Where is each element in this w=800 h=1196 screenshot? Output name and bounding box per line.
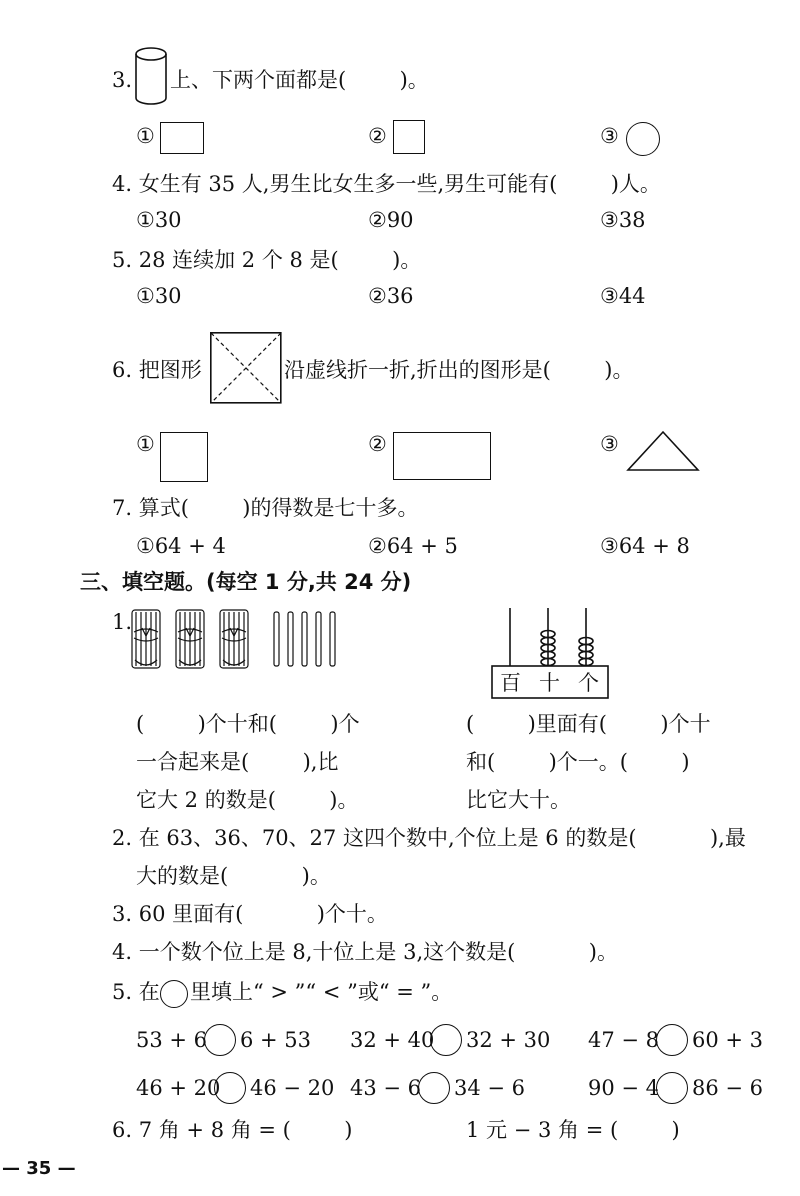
fill-5-suffix: 里填上“ > ”“ < ”或“ = ”。	[190, 980, 453, 1004]
fill-1-right-line-2: 和( )个一。( )	[466, 750, 690, 774]
comparison-circle-blank[interactable]	[656, 1024, 688, 1056]
q3-number: 3.	[112, 68, 133, 92]
page-number: — 35 —	[2, 1158, 76, 1179]
comparison-row1-2-left: 32 + 40	[350, 1028, 435, 1052]
comparison-row2-3-right: 86 − 6	[692, 1076, 764, 1100]
triangle-option-shape	[626, 430, 700, 472]
q7-option-1: ①64 + 4	[136, 534, 226, 558]
comparison-row2-3-left: 90 − 4	[588, 1076, 660, 1100]
comparison-circle-blank[interactable]	[418, 1072, 450, 1104]
cylinder-icon	[134, 46, 168, 108]
abacus-label-hundreds: 百	[500, 671, 521, 695]
square-option-shape	[393, 120, 425, 154]
q6-suffix: 沿虚线折一折,折出的图形是( )。	[284, 358, 634, 382]
comparison-row1-1-right: 6 + 53	[240, 1028, 312, 1052]
comparison-row1-1-left: 53 + 6	[136, 1028, 208, 1052]
comparison-circle-blank[interactable]	[214, 1072, 246, 1104]
abacus-label-tens: 十	[539, 671, 560, 695]
q5-text: 5. 28 连续加 2 个 8 是( )。	[112, 248, 422, 272]
q7-text: 7. 算式( )的得数是七十多。	[112, 496, 419, 520]
q6-option-2: ②	[368, 432, 387, 456]
fill-2-line-2: 大的数是( )。	[136, 864, 331, 888]
q5-option-3: ③44	[600, 284, 646, 308]
comparison-row1-3-left: 47 − 8	[588, 1028, 660, 1052]
fill-1-right-line-3: 比它大十。	[466, 788, 571, 812]
fill-3-text: 3. 60 里面有( )个十。	[112, 902, 388, 926]
q7-option-3: ③64 + 8	[600, 534, 690, 558]
fill-6-right: 1 元 − 3 角 = ( )	[466, 1118, 680, 1142]
abacus-label-ones: 个	[578, 671, 599, 695]
q3-option-3: ③	[600, 124, 619, 148]
q7-option-2: ②64 + 5	[368, 534, 458, 558]
tall-rectangle-option-shape	[160, 432, 208, 482]
fill-1-left-line-1: ( )个十和( )个	[136, 712, 360, 736]
q4-option-1: ①30	[136, 208, 182, 232]
fill-5-prefix: 5. 在	[112, 980, 160, 1004]
fill-1-left-line-3: 它大 2 的数是( )。	[136, 788, 359, 812]
comparison-row2-1-left: 46 + 20	[136, 1076, 221, 1100]
fill-1-right-line-1: ( )里面有( )个十	[466, 712, 711, 736]
comparison-row2-2-right: 34 − 6	[454, 1076, 526, 1100]
comparison-circle-blank[interactable]	[204, 1024, 236, 1056]
comparison-row1-3-right: 60 + 3	[692, 1028, 764, 1052]
q5-option-2: ②36	[368, 284, 414, 308]
comparison-row1-2-right: 32 + 30	[466, 1028, 551, 1052]
q3-option-2: ②	[368, 124, 387, 148]
square-with-diagonals-figure	[210, 332, 282, 404]
fill-1-number: 1.	[112, 610, 133, 634]
fill-6-left: 6. 7 角 + 8 角 = ( )	[112, 1118, 353, 1142]
wide-rectangle-option-shape	[393, 432, 491, 480]
q4-option-3: ③38	[600, 208, 646, 232]
circle-option-shape	[626, 122, 660, 156]
q5-option-1: ①30	[136, 284, 182, 308]
comparison-circle-icon	[160, 980, 188, 1008]
fill-2-line-1: 2. 在 63、36、70、27 这四个数中,个位上是 6 的数是( ),最	[112, 826, 746, 850]
q3-option-1: ①	[136, 124, 155, 148]
rectangle-option-shape	[160, 122, 204, 154]
q4-text: 4. 女生有 35 人,男生比女生多一些,男生可能有( )人。	[112, 172, 661, 196]
comparison-row2-2-left: 43 − 6	[350, 1076, 422, 1100]
q6-option-3: ③	[600, 432, 619, 456]
q6-option-1: ①	[136, 432, 155, 456]
comparison-circle-blank[interactable]	[656, 1072, 688, 1104]
q3-text: 上、下两个面都是( )。	[170, 68, 429, 92]
stick-bundles-illustration	[130, 608, 350, 672]
fill-4-text: 4. 一个数个位上是 8,十位上是 3,这个数是( )。	[112, 940, 618, 964]
comparison-circle-blank[interactable]	[430, 1024, 462, 1056]
comparison-row2-1-right: 46 − 20	[250, 1076, 335, 1100]
section-3-title: 三、填空题。(每空 1 分,共 24 分)	[80, 570, 412, 594]
fill-1-left-line-2: 一合起来是( ),比	[136, 750, 339, 774]
q6-prefix: 6. 把图形	[112, 358, 202, 382]
q4-option-2: ②90	[368, 208, 414, 232]
